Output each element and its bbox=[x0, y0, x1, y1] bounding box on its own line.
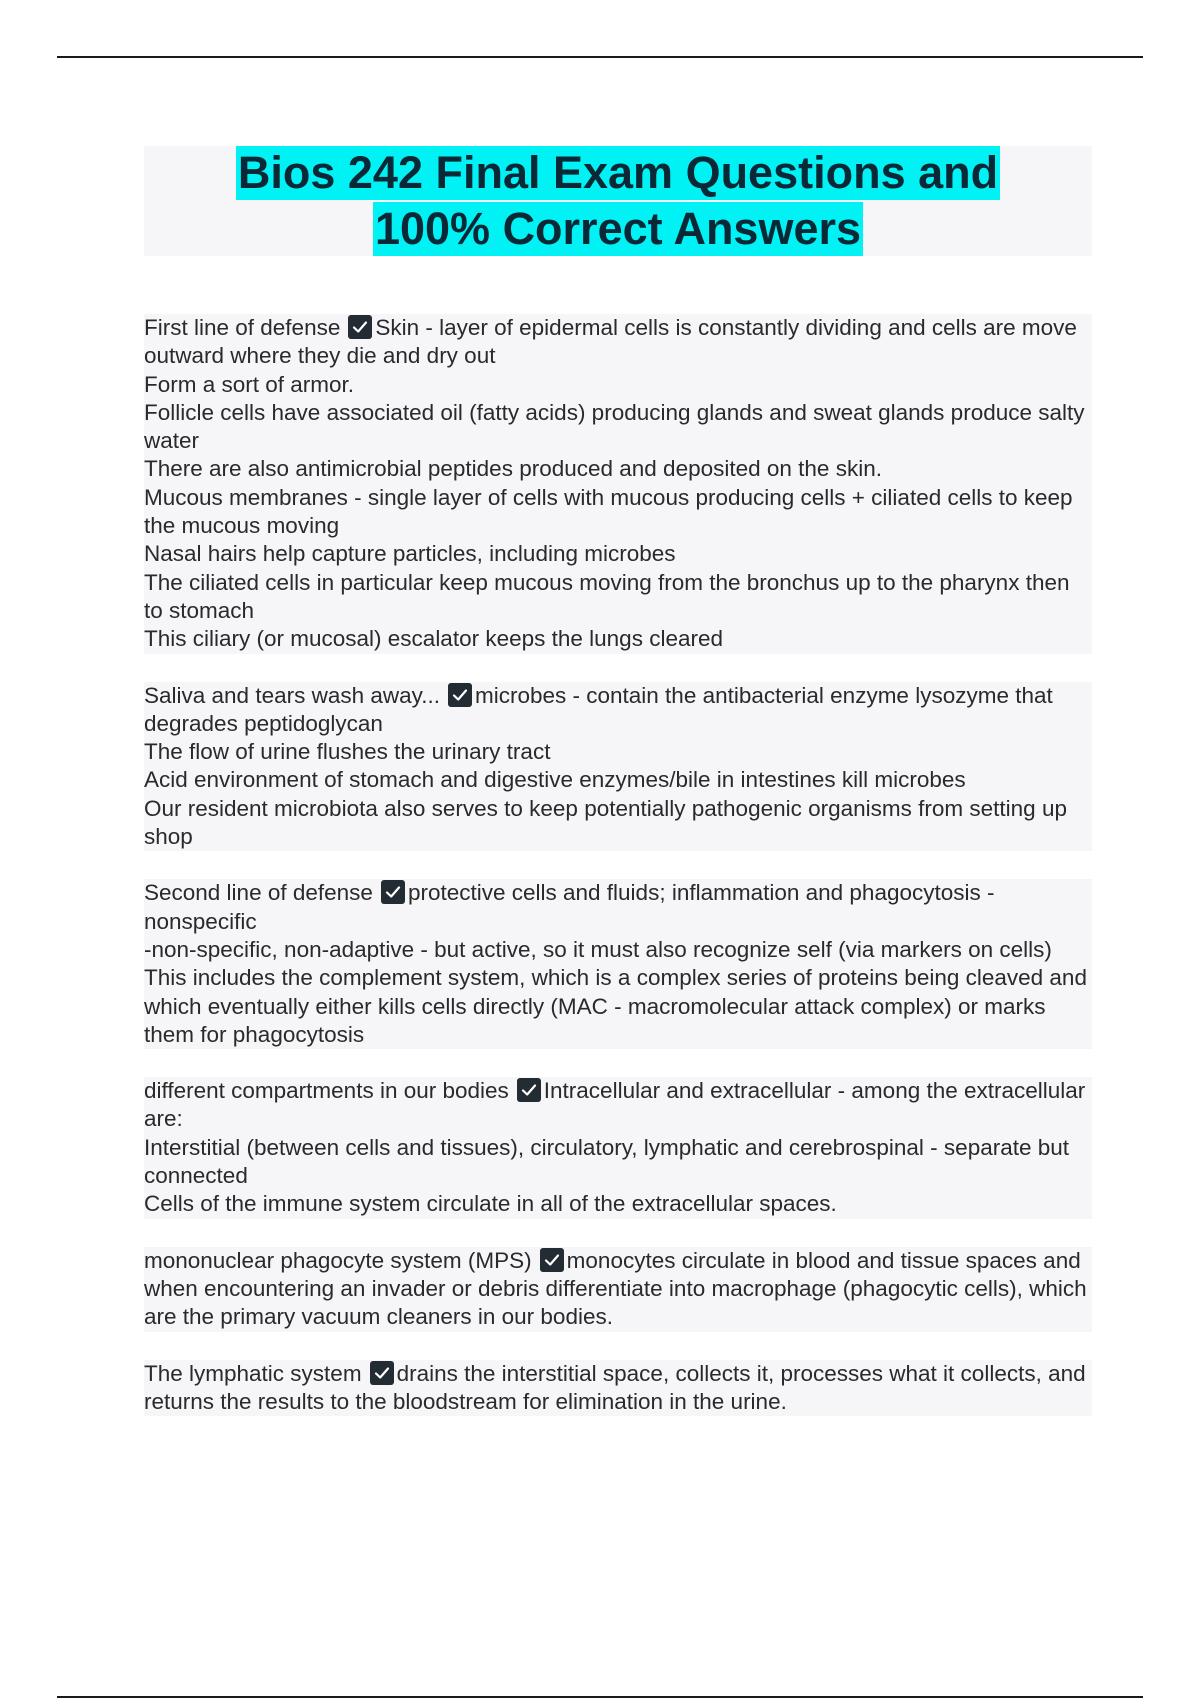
answer-text: monocytes circulate in blood and tissue spaces and when encountering an invader or debris differentiate into macrophage (phagocytic cells), which are the primary vacuum cleaners in our bodies. bbox=[144, 1247, 1093, 1330]
answer-text: protective cells and fluids; inflammation and phagocytosis - nonspecific -non-specific, non-adaptive - but active, so it must also recognize self (via markers on cells) This includes the complement system, which is a complex series of proteins being cleaved and which eventually either kills cells directly (MAC - macromolecular attack complex) or marks them for phagocytosis bbox=[144, 880, 1087, 1047]
bottom-divider bbox=[57, 1696, 1143, 1698]
checkmark-icon bbox=[370, 1361, 394, 1385]
qa-item bbox=[144, 314, 1092, 654]
answer-text: Skin - layer of epidermal cells is constantly dividing and cells are move outward where they die and dry out Form a sort of armor. Follicle cells have associated oil (fatty acids) producing glands and sweat glands produce salty water There are also antimicrobial peptides produced and deposited on the skin. Mucous membranes - single layer of cells with mucous producing cells + ciliated cells to keep the mucous moving Nasal hairs help capture particles, including microbes The ciliated cells in particular keep mucous moving from the bronchus up to the pharynx then to stomach This ciliary (or mucosal) escalator keeps the lungs cleared bbox=[144, 315, 1085, 652]
question-text: mononuclear phagocyte system (MPS) bbox=[144, 1247, 532, 1273]
title-line-2: 100% Correct Answers bbox=[374, 203, 862, 254]
qa-item bbox=[144, 682, 1092, 852]
question-text: The lymphatic system bbox=[144, 1360, 362, 1386]
checkmark-icon bbox=[348, 315, 372, 339]
answer-text: microbes - contain the antibacterial enzyme lysozyme that degrades peptidoglycan The flow of urine flushes the urinary tract Acid environment of stomach and digestive enzymes/bile in intestines kill microbes Our resident microbiota also serves to keep potentially pathogenic organisms from setting up shop bbox=[144, 682, 1067, 850]
qa-list bbox=[144, 314, 1092, 1444]
top-divider bbox=[57, 56, 1143, 58]
question-text: different compartments in our bodies bbox=[144, 1078, 509, 1104]
document-title bbox=[144, 146, 1092, 256]
question-text: Second line of defense bbox=[144, 880, 373, 906]
qa-item bbox=[144, 1247, 1092, 1332]
qa-item bbox=[144, 879, 1092, 1049]
qa-item bbox=[144, 1360, 1092, 1417]
answer-text: drains the interstitial space, collects it, processes what it collects, and returns the results to the bloodstream for elimination in the urine. bbox=[144, 1360, 1092, 1414]
checkmark-icon bbox=[381, 880, 405, 904]
checkmark-icon bbox=[448, 683, 472, 707]
question-text: Saliva and tears wash away... bbox=[144, 682, 440, 708]
checkmark-icon bbox=[540, 1248, 564, 1272]
qa-item bbox=[144, 1077, 1092, 1218]
answer-text: Intracellular and extracellular - among the extracellular are: Interstitial (between cells and tissues), circulatory, lymphatic and cerebrospinal - separate but connected Cells of the immune system circulate in all of the extracellular spaces. bbox=[144, 1078, 1086, 1217]
checkmark-icon bbox=[517, 1078, 541, 1102]
title-line-1: Bios 242 Final Exam Questions and bbox=[237, 147, 999, 198]
question-text: First line of defense bbox=[144, 315, 341, 340]
